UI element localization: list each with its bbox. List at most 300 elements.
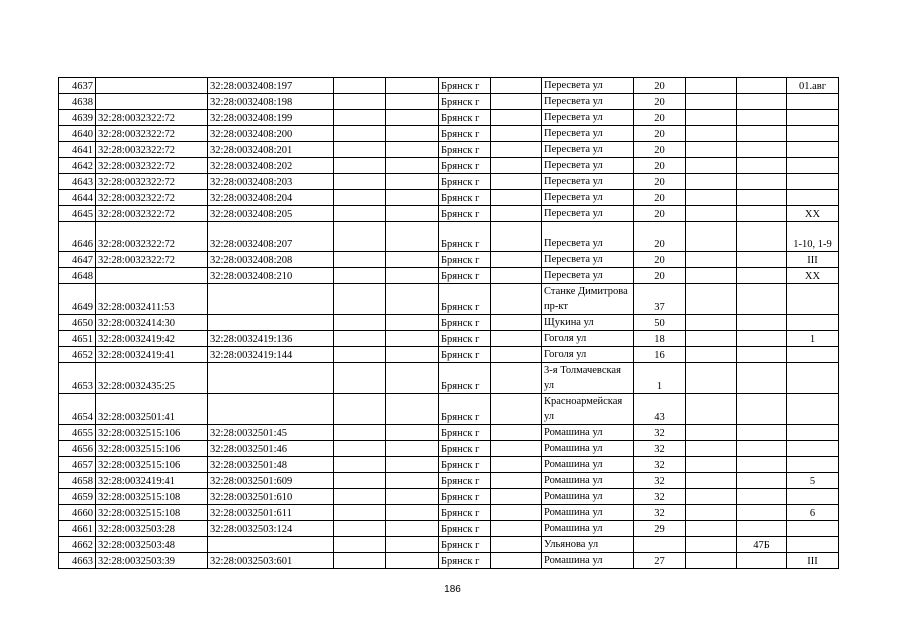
- row-number-cell: 4657: [59, 457, 96, 473]
- city-cell: Брянск г: [439, 158, 491, 174]
- table-row: [59, 206, 839, 222]
- premise-cadastral-number-cell: 32:28:0032501:48: [208, 457, 334, 473]
- row-number-cell: 4662: [59, 537, 96, 553]
- cadastral-number-cell: 32:28:0032515:108: [96, 505, 208, 521]
- empty-cell: [334, 331, 386, 347]
- building-cell: 47Б: [737, 537, 787, 553]
- street-cell: Пересвета ул: [542, 126, 634, 142]
- house-number-cell: 20: [634, 142, 686, 158]
- empty-cell: [686, 142, 737, 158]
- table-row: [59, 473, 839, 489]
- table-row: [59, 394, 839, 425]
- apartment-cell: [787, 489, 839, 505]
- table-row: [59, 457, 839, 473]
- empty-cell: [386, 142, 439, 158]
- table-row: [59, 142, 839, 158]
- city-cell: Брянск г: [439, 222, 491, 252]
- street-cell: Пересвета ул: [542, 174, 634, 190]
- apartment-cell: [787, 441, 839, 457]
- empty-cell: [334, 206, 386, 222]
- premise-cadastral-number-cell: 32:28:0032501:45: [208, 425, 334, 441]
- row-number-cell: 4654: [59, 394, 96, 425]
- empty-cell: [386, 174, 439, 190]
- empty-cell: [386, 473, 439, 489]
- city-cell: Брянск г: [439, 110, 491, 126]
- apartment-cell: [787, 142, 839, 158]
- building-cell: [737, 126, 787, 142]
- house-number-cell: 20: [634, 94, 686, 110]
- empty-cell: [386, 126, 439, 142]
- apartment-cell: [787, 126, 839, 142]
- table-row: [59, 126, 839, 142]
- empty-cell: [334, 174, 386, 190]
- street-cell: Пересвета ул: [542, 110, 634, 126]
- premise-cadastral-number-cell: 32:28:0032419:144: [208, 347, 334, 363]
- building-cell: [737, 158, 787, 174]
- house-number-cell: 37: [634, 284, 686, 315]
- empty-cell: [386, 252, 439, 268]
- empty-cell: [386, 206, 439, 222]
- table-row: [59, 505, 839, 521]
- apartment-cell: [787, 190, 839, 206]
- street-cell: Станке Димитрова пр-кт: [542, 284, 634, 315]
- building-cell: [737, 394, 787, 425]
- building-cell: [737, 268, 787, 284]
- row-number-cell: 4642: [59, 158, 96, 174]
- row-number-cell: 4640: [59, 126, 96, 142]
- house-number-cell: 32: [634, 505, 686, 521]
- row-number-cell: 4648: [59, 268, 96, 284]
- empty-cell: [386, 425, 439, 441]
- house-number-cell: [634, 537, 686, 553]
- city-cell: Брянск г: [439, 284, 491, 315]
- premise-cadastral-number-cell: 32:28:0032501:46: [208, 441, 334, 457]
- empty-cell: [334, 457, 386, 473]
- cadastral-number-cell: 32:28:0032419:41: [96, 473, 208, 489]
- city-cell: Брянск г: [439, 425, 491, 441]
- building-cell: [737, 331, 787, 347]
- table-row: [59, 94, 839, 110]
- empty-cell: [686, 553, 737, 569]
- premise-cadastral-number-cell: 32:28:0032501:610: [208, 489, 334, 505]
- empty-cell: [334, 425, 386, 441]
- building-cell: [737, 521, 787, 537]
- empty-cell: [686, 331, 737, 347]
- house-number-cell: 50: [634, 315, 686, 331]
- table-row: [59, 174, 839, 190]
- building-cell: [737, 505, 787, 521]
- empty-cell: [686, 521, 737, 537]
- empty-cell: [686, 441, 737, 457]
- apartment-cell: XX: [787, 268, 839, 284]
- empty-cell: [334, 268, 386, 284]
- empty-cell: [386, 315, 439, 331]
- empty-cell: [491, 158, 542, 174]
- empty-cell: [334, 537, 386, 553]
- empty-cell: [334, 315, 386, 331]
- empty-cell: [491, 126, 542, 142]
- table-row: [59, 158, 839, 174]
- cadastral-number-cell: 32:28:0032414:30: [96, 315, 208, 331]
- empty-cell: [386, 331, 439, 347]
- city-cell: Брянск г: [439, 142, 491, 158]
- city-cell: Брянск г: [439, 347, 491, 363]
- empty-cell: [334, 347, 386, 363]
- table-row: [59, 441, 839, 457]
- empty-cell: [686, 347, 737, 363]
- street-cell: Пересвета ул: [542, 222, 634, 252]
- house-number-cell: 20: [634, 222, 686, 252]
- building-cell: [737, 315, 787, 331]
- apartment-cell: XX: [787, 206, 839, 222]
- premise-cadastral-number-cell: 32:28:0032408:197: [208, 78, 334, 94]
- apartment-cell: [787, 174, 839, 190]
- empty-cell: [491, 441, 542, 457]
- city-cell: Брянск г: [439, 521, 491, 537]
- empty-cell: [386, 284, 439, 315]
- table-row: [59, 553, 839, 569]
- building-cell: [737, 252, 787, 268]
- empty-cell: [491, 190, 542, 206]
- cadastral-number-cell: 32:28:0032515:108: [96, 489, 208, 505]
- house-number-cell: 1: [634, 363, 686, 394]
- building-cell: [737, 78, 787, 94]
- empty-cell: [334, 473, 386, 489]
- empty-cell: [686, 268, 737, 284]
- city-cell: Брянск г: [439, 94, 491, 110]
- empty-cell: [334, 284, 386, 315]
- street-cell: Ульянова ул: [542, 537, 634, 553]
- street-cell: Пересвета ул: [542, 206, 634, 222]
- street-cell: Ромашина ул: [542, 473, 634, 489]
- empty-cell: [386, 268, 439, 284]
- apartment-cell: [787, 284, 839, 315]
- street-cell: Ромашина ул: [542, 553, 634, 569]
- empty-cell: [491, 206, 542, 222]
- row-number-cell: 4650: [59, 315, 96, 331]
- house-number-cell: 20: [634, 252, 686, 268]
- premise-cadastral-number-cell: 32:28:0032503:124: [208, 521, 334, 537]
- building-cell: [737, 457, 787, 473]
- building-cell: [737, 553, 787, 569]
- premise-cadastral-number-cell: 32:28:0032408:203: [208, 174, 334, 190]
- table-row: [59, 347, 839, 363]
- empty-cell: [334, 505, 386, 521]
- empty-cell: [334, 363, 386, 394]
- empty-cell: [491, 521, 542, 537]
- street-cell: Гоголя ул: [542, 347, 634, 363]
- empty-cell: [491, 425, 542, 441]
- city-cell: Брянск г: [439, 394, 491, 425]
- row-number-cell: 4646: [59, 222, 96, 252]
- empty-cell: [386, 537, 439, 553]
- premise-cadastral-number-cell: 32:28:0032408:202: [208, 158, 334, 174]
- building-cell: [737, 206, 787, 222]
- empty-cell: [386, 158, 439, 174]
- empty-cell: [686, 489, 737, 505]
- street-cell: Гоголя ул: [542, 331, 634, 347]
- house-number-cell: 32: [634, 441, 686, 457]
- registry-table-body: [59, 78, 839, 569]
- cadastral-number-cell: 32:28:0032435:25: [96, 363, 208, 394]
- empty-cell: [334, 126, 386, 142]
- house-number-cell: 32: [634, 489, 686, 505]
- empty-cell: [686, 537, 737, 553]
- cadastral-number-cell: 32:28:0032322:72: [96, 158, 208, 174]
- cadastral-number-cell: 32:28:0032503:48: [96, 537, 208, 553]
- empty-cell: [686, 78, 737, 94]
- cadastral-number-cell: 32:28:0032515:106: [96, 425, 208, 441]
- building-cell: [737, 222, 787, 252]
- premise-cadastral-number-cell: 32:28:0032408:199: [208, 110, 334, 126]
- empty-cell: [386, 521, 439, 537]
- street-cell: Ромашина ул: [542, 425, 634, 441]
- street-cell: Красноармейская ул: [542, 394, 634, 425]
- table-row: [59, 489, 839, 505]
- apartment-cell: III: [787, 252, 839, 268]
- building-cell: [737, 489, 787, 505]
- empty-cell: [686, 174, 737, 190]
- building-cell: [737, 347, 787, 363]
- empty-cell: [386, 190, 439, 206]
- house-number-cell: 29: [634, 521, 686, 537]
- cadastral-number-cell: [96, 94, 208, 110]
- house-number-cell: 20: [634, 174, 686, 190]
- street-cell: Пересвета ул: [542, 78, 634, 94]
- empty-cell: [491, 110, 542, 126]
- row-number-cell: 4661: [59, 521, 96, 537]
- empty-cell: [491, 489, 542, 505]
- empty-cell: [386, 553, 439, 569]
- empty-cell: [386, 110, 439, 126]
- row-number-cell: 4639: [59, 110, 96, 126]
- cadastral-number-cell: 32:28:0032503:39: [96, 553, 208, 569]
- house-number-cell: 27: [634, 553, 686, 569]
- empty-cell: [491, 363, 542, 394]
- empty-cell: [491, 347, 542, 363]
- premise-cadastral-number-cell: 32:28:0032408:205: [208, 206, 334, 222]
- empty-cell: [686, 473, 737, 489]
- premise-cadastral-number-cell: 32:28:0032408:198: [208, 94, 334, 110]
- apartment-cell: [787, 537, 839, 553]
- empty-cell: [386, 347, 439, 363]
- apartment-cell: 1: [787, 331, 839, 347]
- empty-cell: [491, 505, 542, 521]
- building-cell: [737, 190, 787, 206]
- apartment-cell: [787, 347, 839, 363]
- empty-cell: [686, 505, 737, 521]
- empty-cell: [334, 521, 386, 537]
- empty-cell: [334, 142, 386, 158]
- row-number-cell: 4647: [59, 252, 96, 268]
- house-number-cell: 16: [634, 347, 686, 363]
- apartment-cell: 6: [787, 505, 839, 521]
- table-row: [59, 284, 839, 315]
- street-cell: Пересвета ул: [542, 142, 634, 158]
- table-row: [59, 222, 839, 252]
- empty-cell: [686, 252, 737, 268]
- empty-cell: [386, 363, 439, 394]
- street-cell: Щукина ул: [542, 315, 634, 331]
- apartment-cell: [787, 363, 839, 394]
- cadastral-number-cell: [96, 268, 208, 284]
- empty-cell: [686, 425, 737, 441]
- row-number-cell: 4651: [59, 331, 96, 347]
- house-number-cell: 20: [634, 206, 686, 222]
- empty-cell: [386, 222, 439, 252]
- row-number-cell: 4655: [59, 425, 96, 441]
- row-number-cell: 4649: [59, 284, 96, 315]
- row-number-cell: 4660: [59, 505, 96, 521]
- city-cell: Брянск г: [439, 489, 491, 505]
- city-cell: Брянск г: [439, 315, 491, 331]
- street-cell: Ромашина ул: [542, 489, 634, 505]
- cadastral-number-cell: 32:28:0032501:41: [96, 394, 208, 425]
- empty-cell: [386, 457, 439, 473]
- apartment-cell: [787, 457, 839, 473]
- table-row: [59, 252, 839, 268]
- premise-cadastral-number-cell: 32:28:0032408:207: [208, 222, 334, 252]
- street-cell: Ромашина ул: [542, 441, 634, 457]
- premise-cadastral-number-cell: [208, 394, 334, 425]
- empty-cell: [386, 78, 439, 94]
- table-row: [59, 425, 839, 441]
- row-number-cell: 4644: [59, 190, 96, 206]
- empty-cell: [491, 537, 542, 553]
- row-number-cell: 4659: [59, 489, 96, 505]
- empty-cell: [491, 222, 542, 252]
- empty-cell: [334, 441, 386, 457]
- street-cell: Пересвета ул: [542, 94, 634, 110]
- cadastral-number-cell: [96, 78, 208, 94]
- building-cell: [737, 425, 787, 441]
- premise-cadastral-number-cell: [208, 315, 334, 331]
- house-number-cell: 32: [634, 473, 686, 489]
- cadastral-number-cell: 32:28:0032515:106: [96, 441, 208, 457]
- table-row: [59, 268, 839, 284]
- empty-cell: [334, 394, 386, 425]
- empty-cell: [686, 394, 737, 425]
- premise-cadastral-number-cell: 32:28:0032408:204: [208, 190, 334, 206]
- city-cell: Брянск г: [439, 473, 491, 489]
- table-row: [59, 537, 839, 553]
- building-cell: [737, 94, 787, 110]
- apartment-cell: 01.авг: [787, 78, 839, 94]
- empty-cell: [334, 252, 386, 268]
- empty-cell: [491, 94, 542, 110]
- empty-cell: [491, 553, 542, 569]
- empty-cell: [491, 284, 542, 315]
- cadastral-number-cell: 32:28:0032322:72: [96, 222, 208, 252]
- empty-cell: [491, 252, 542, 268]
- street-cell: Пересвета ул: [542, 268, 634, 284]
- house-number-cell: 20: [634, 110, 686, 126]
- city-cell: Брянск г: [439, 441, 491, 457]
- city-cell: Брянск г: [439, 206, 491, 222]
- table-row: [59, 110, 839, 126]
- street-cell: Ромашина ул: [542, 505, 634, 521]
- cadastral-number-cell: 32:28:0032322:72: [96, 110, 208, 126]
- empty-cell: [386, 394, 439, 425]
- house-number-cell: 32: [634, 457, 686, 473]
- empty-cell: [334, 110, 386, 126]
- empty-cell: [686, 158, 737, 174]
- city-cell: Брянск г: [439, 126, 491, 142]
- street-cell: Пересвета ул: [542, 190, 634, 206]
- empty-cell: [686, 222, 737, 252]
- empty-cell: [491, 142, 542, 158]
- street-cell: Ромашина ул: [542, 521, 634, 537]
- empty-cell: [491, 331, 542, 347]
- empty-cell: [491, 457, 542, 473]
- cadastral-number-cell: 32:28:0032322:72: [96, 142, 208, 158]
- city-cell: Брянск г: [439, 252, 491, 268]
- empty-cell: [686, 315, 737, 331]
- cadastral-number-cell: 32:28:0032322:72: [96, 190, 208, 206]
- building-cell: [737, 363, 787, 394]
- cadastral-number-cell: 32:28:0032419:42: [96, 331, 208, 347]
- table-row: [59, 190, 839, 206]
- building-cell: [737, 441, 787, 457]
- empty-cell: [334, 158, 386, 174]
- house-number-cell: 20: [634, 158, 686, 174]
- empty-cell: [334, 489, 386, 505]
- page-number: 186: [444, 584, 461, 595]
- row-number-cell: 4645: [59, 206, 96, 222]
- cadastral-number-cell: 32:28:0032322:72: [96, 252, 208, 268]
- table-row: [59, 521, 839, 537]
- empty-cell: [334, 222, 386, 252]
- empty-cell: [386, 441, 439, 457]
- empty-cell: [686, 457, 737, 473]
- premise-cadastral-number-cell: 32:28:0032501:611: [208, 505, 334, 521]
- building-cell: [737, 473, 787, 489]
- house-number-cell: 32: [634, 425, 686, 441]
- apartment-cell: [787, 394, 839, 425]
- city-cell: Брянск г: [439, 363, 491, 394]
- premise-cadastral-number-cell: [208, 284, 334, 315]
- apartment-cell: [787, 158, 839, 174]
- city-cell: Брянск г: [439, 331, 491, 347]
- table-row: [59, 331, 839, 347]
- street-cell: Пересвета ул: [542, 252, 634, 268]
- apartment-cell: III: [787, 553, 839, 569]
- empty-cell: [491, 315, 542, 331]
- house-number-cell: 43: [634, 394, 686, 425]
- empty-cell: [686, 110, 737, 126]
- premise-cadastral-number-cell: 32:28:0032408:208: [208, 252, 334, 268]
- premise-cadastral-number-cell: 32:28:0032501:609: [208, 473, 334, 489]
- house-number-cell: 20: [634, 78, 686, 94]
- apartment-cell: [787, 425, 839, 441]
- row-number-cell: 4653: [59, 363, 96, 394]
- table-row: [59, 363, 839, 394]
- apartment-cell: 1-10, 1-9: [787, 222, 839, 252]
- street-cell: Пересвета ул: [542, 158, 634, 174]
- city-cell: Брянск г: [439, 174, 491, 190]
- city-cell: Брянск г: [439, 457, 491, 473]
- building-cell: [737, 284, 787, 315]
- city-cell: Брянск г: [439, 268, 491, 284]
- empty-cell: [686, 284, 737, 315]
- cadastral-number-cell: 32:28:0032322:72: [96, 126, 208, 142]
- cadastral-number-cell: 32:28:0032322:72: [96, 206, 208, 222]
- premise-cadastral-number-cell: 32:28:0032419:136: [208, 331, 334, 347]
- premise-cadastral-number-cell: [208, 537, 334, 553]
- house-number-cell: 20: [634, 190, 686, 206]
- row-number-cell: 4638: [59, 94, 96, 110]
- row-number-cell: 4637: [59, 78, 96, 94]
